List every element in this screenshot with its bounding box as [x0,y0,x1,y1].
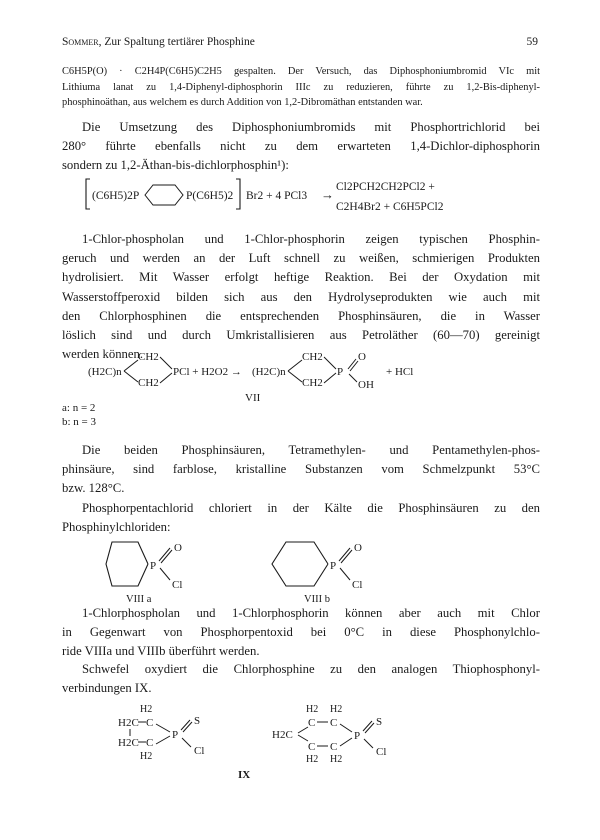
eq2-o: O [358,351,366,363]
eq1-product-1: Cl2PCH2CH2PCl2 + [336,181,435,193]
ix-right-h2c: H2C [272,729,293,741]
text-line: Wasserstoffperoxid bilden sich aus den Hydrolyseprodukten wie auch mit [62,289,540,304]
text-line: hydrolisiert. Mit Wasser erfolgt heftige Reaktion. Bei der Oxydation mit [62,270,540,285]
viiib-o: O [354,542,362,554]
viiib-ring [272,542,328,586]
viiia-ring [106,542,148,586]
ix-left-h2-top: H2 [140,704,153,715]
eq2-ch2-top: CH2 [138,351,159,363]
viiia-cl: Cl [172,579,183,591]
paragraph-3 [62,441,540,499]
text-line: ride VIIIa und VIIIb überführt werden. [62,644,260,659]
header-author: Sommer [62,36,99,48]
variant-a: a: n = 2 [62,402,96,414]
text-line: werden können. [62,347,144,362]
ix-left-s: S [194,715,201,727]
ix-right-c-bottom-a: C [308,741,316,753]
structures-viii [60,538,540,608]
text-line: Schwefel oxydiert die Chlorphosphine zu den analogen Thiophosphonyl- [82,662,540,676]
viiib-p: P [330,560,337,572]
eq2-oh: OH [358,379,374,391]
structures-ix [60,702,540,786]
eq2-p: P [337,366,344,378]
text-line: 280° führte ebenfalls nicht zu dem erwarteten 1,4-Dichlor-diphosphorin [62,139,540,154]
ix-right-h2-top-b: H2 [330,704,343,715]
text-line: Phosphorpentachlorid chloriert in der Kälte die Phosphinsäuren zu den [82,501,540,515]
ix-right-c-top-b: C [330,717,338,729]
ix-left-c-top: C [146,717,154,729]
ix-left-h2-bottom: H2 [140,751,153,762]
ix-left-h2c-top: H2C [118,717,139,729]
eq2-ch2-top-2: CH2 [302,351,323,363]
ix-right-h2-top-a: H2 [306,704,319,715]
intro-line: C6H5P(O) · C2H4P(C6H5)C2H5 gespalten. Der Versuch, das Diphosphoniumbromid VIc mit [62,66,540,77]
text-line: 1-Chlor-phospholan und 1-Chlor-phosphorin zeigen typischen Phosphin- [82,232,540,246]
paragraph-6 [62,660,540,698]
ix-right-s: S [376,716,383,728]
text-line: den Chlorphosphinen die entsprechenden Phosphinsäuren, die in Wasser [62,308,540,323]
viiia-o: O [174,542,182,554]
ix-left-h2c-bottom: H2C [118,737,139,749]
ix-right-h2-bottom-b: H2 [330,754,343,765]
header-title: , Zur Spaltung tertiärer Phosphine [98,36,255,48]
text-line: geruch und werden an der Luft schnell zu weißen, schmierigen Produkten [62,251,540,266]
eq2-pcl: PCl + H2O2 → [173,366,242,378]
eq2-h2cn-right: (H2C)n [252,366,286,378]
ix-right-p: P [354,730,361,742]
ix-label: IX [238,769,251,781]
text-line: bzw. 128°C. [62,481,125,496]
eq2-ch2-bottom: CH2 [138,377,159,389]
ix-right-cl: Cl [376,746,387,758]
running-title [62,36,255,48]
text-line: sondern zu 1,2-Äthan-bis-dichlorphosphin¹): [62,158,289,173]
eq2-label: VII [245,392,261,404]
text-line: Phosphinylchloriden: [62,520,171,535]
ix-left-c-bottom: C [146,737,154,749]
eq1-left-b: P(C6H5)2 [186,190,234,202]
text-line: in Gegenwart von Phosphorpentoxid bei 0°C in diese Phosphonylchlo- [62,625,540,640]
intro-line: phosphinoäthan, aus welchem es durch Addition von 1,2-Dibromäthan entstanden war. [62,97,423,109]
intro-line: Lithiuma lanat zu 1,4-Diphenyl-diphosphorin IIIc zu reduzieren, führte zu 1,2-Bis-diphenyl- [62,81,540,93]
text-line: Die beiden Phosphinsäuren, Tetramethylen- und Pentamethylen-phos- [82,443,540,457]
text-line: phinsäure, sind farblose, kristalline Substanzen vom Schmelzpunkt 53°C [62,462,540,477]
ix-left-cl: Cl [194,745,205,757]
eq1-product-2: C2H4Br2 + C6H5PCl2 [336,201,444,213]
eq1-arrow: → [321,187,334,202]
paragraph-4 [62,499,540,537]
viiib-label: VIII b [304,594,330,605]
eq1-br: Br2 + 4 PCl3 [246,190,308,202]
text-line: verbindungen IX. [62,681,152,696]
equation-1 [60,174,540,220]
eq2-hcl: + HCl [386,366,414,378]
ix-right-c-bottom-b: C [330,741,338,753]
eq2-h2cn-left: (H2C)n [88,366,122,378]
paragraph-5 [62,604,540,662]
page-number: 59 [526,36,538,48]
viiia-label: VIII a [126,594,152,605]
text-line: Die Umsetzung des Diphosphoniumbromids mit Phosphortrichlorid bei [82,120,540,134]
eq1-left-a: (C6H5)2P [92,190,140,202]
paragraph-2 [62,230,540,364]
intro-paragraph [62,64,540,111]
viiia-p: P [150,560,157,572]
ix-right-h2-bottom-a: H2 [306,754,319,765]
ix-right-c-top-a: C [308,717,316,729]
text-line: löslich sind und durch Umkristallisieren aus Petroläther (60—70) gereinigt [62,328,540,343]
variant-b: b: n = 3 [62,416,97,428]
eq2-ch2-bottom-2: CH2 [302,377,323,389]
paragraph-1 [62,118,540,176]
viiib-cl: Cl [352,579,363,591]
text-line: 1-Chlorphospholan und 1-Chlorphosphorin können aber auch mit Chlor [82,606,540,620]
equation-2 [60,346,540,408]
ix-left-p: P [172,729,179,741]
